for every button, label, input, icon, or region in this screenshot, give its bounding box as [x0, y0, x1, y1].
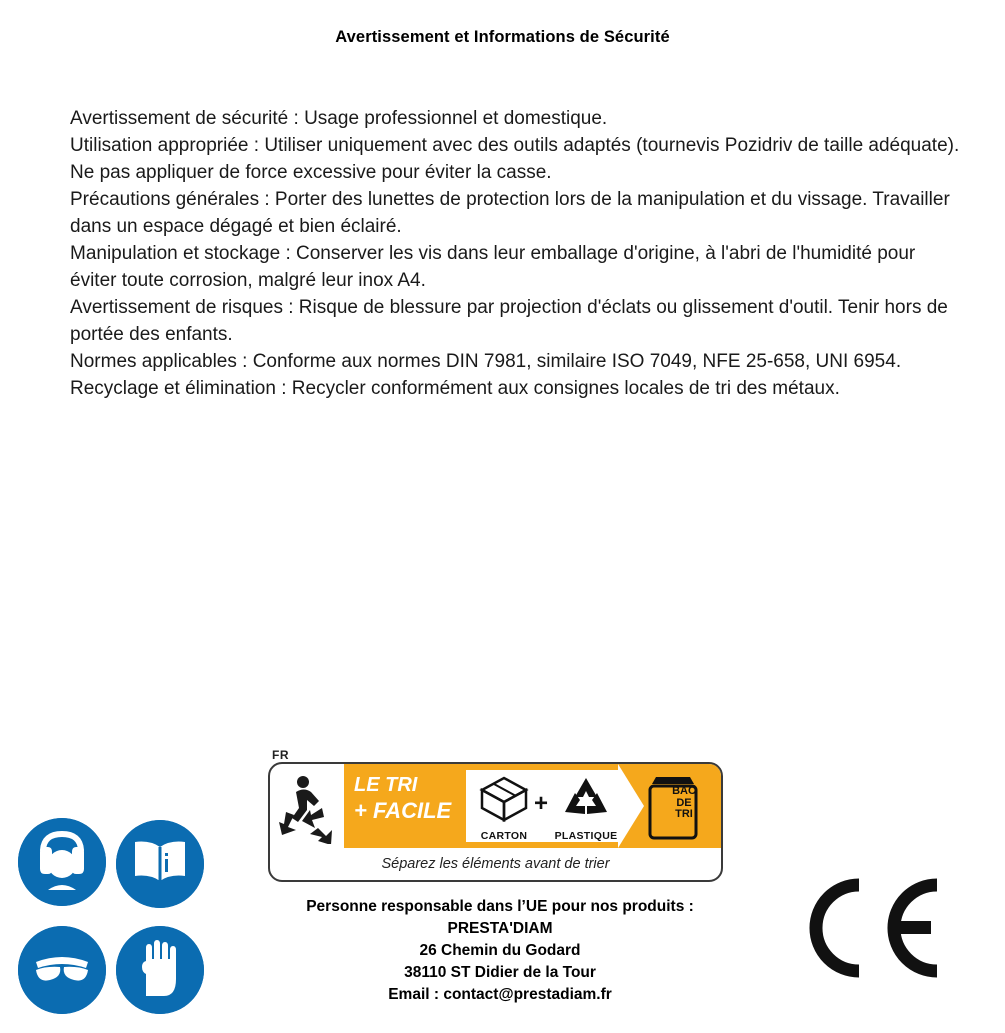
ear-protection-icon [18, 818, 106, 906]
paragraph-applicable-standards: Normes applicables : Conforme aux normes DIN 7981, similaire ISO 7049, NFE 25-658, UNI 6954. [70, 350, 902, 372]
bin-label-line2: DE [676, 796, 692, 809]
company-email-line [210, 984, 790, 1006]
banner-slogan-line1: LE TRI [354, 774, 418, 796]
email-address: contact@prestadiam.fr [439, 986, 612, 1003]
responsible-person-heading [210, 896, 790, 918]
banner-slogan [354, 774, 464, 824]
banner-frame [268, 762, 723, 882]
paragraph-recycling-disposal: Recyclage et élimination : Recycler conformément aux consignes locales de tri des métaux. [70, 377, 840, 399]
banner-slogan-line2: + FACILE [354, 797, 452, 823]
company-city: 38110 ST Didier de la Tour [404, 964, 596, 981]
plastique-label: PLASTIQUE [554, 830, 618, 842]
plastique-symbol [548, 772, 624, 842]
carton-symbol [470, 772, 538, 842]
carton-label: CARTON [480, 830, 528, 842]
banner-footer-text: Séparez les éléments avant de trier [381, 856, 610, 872]
responsible-person-block [210, 896, 790, 1006]
recycling-info-banner [268, 748, 723, 882]
paragraph-risk-warning: Avertissement de risques : Risque de blessure par projection d'éclats ou glissement d'outil. Tenir hors de portée des enfants. [70, 296, 948, 345]
company-name: PRESTA'DIAM [447, 920, 553, 937]
paragraph-appropriate-use: Utilisation appropriée : Utiliser uniquement avec des outils adaptés (tournevis Pozidriv de taille adéquate). Ne pas appliquer de force excessive pour éviter la casse. [70, 134, 960, 183]
banner-language-label: FR [272, 748, 289, 762]
responsible-heading-prefix: Personne responsable dans l’ [306, 898, 526, 915]
bin-label-line1: BAC [672, 785, 696, 797]
plus-symbol: + [534, 790, 549, 817]
eye-protection-icon [18, 926, 106, 1014]
paragraph-handling-storage: Manipulation et stockage : Conserver les vis dans leur emballage d'origine, à l'abri de l'humidité pour éviter toute corrosion, malgré leur inox A4. [70, 242, 916, 291]
read-instructions-icon [116, 820, 204, 908]
paragraph-general-precautions: Précautions générales : Porter des lunettes de protection lors de la manipulation et du vissage. Travailler dans un espace dégagé et bien éclairé. [70, 188, 950, 237]
responsible-heading-eu: UE [525, 898, 548, 915]
email-label: Email : [388, 986, 440, 1003]
triman-icon [276, 768, 346, 844]
bin-label-line3: TRI [675, 808, 693, 821]
responsible-heading-suffix: pour nos produits : [547, 898, 694, 915]
hand-protection-gloves-icon [116, 926, 204, 1014]
ce-mark-icon [797, 873, 947, 983]
company-address: 26 Chemin du Godard [419, 942, 581, 959]
safety-pictogram-group [18, 818, 218, 1018]
page-title: Avertissement et Informations de Sécurité [335, 28, 670, 46]
bin-label [662, 786, 706, 821]
paragraph-safety-warning: Avertissement de sécurité : Usage professionnel et domestique. [70, 108, 608, 129]
safety-information-text [70, 106, 965, 403]
